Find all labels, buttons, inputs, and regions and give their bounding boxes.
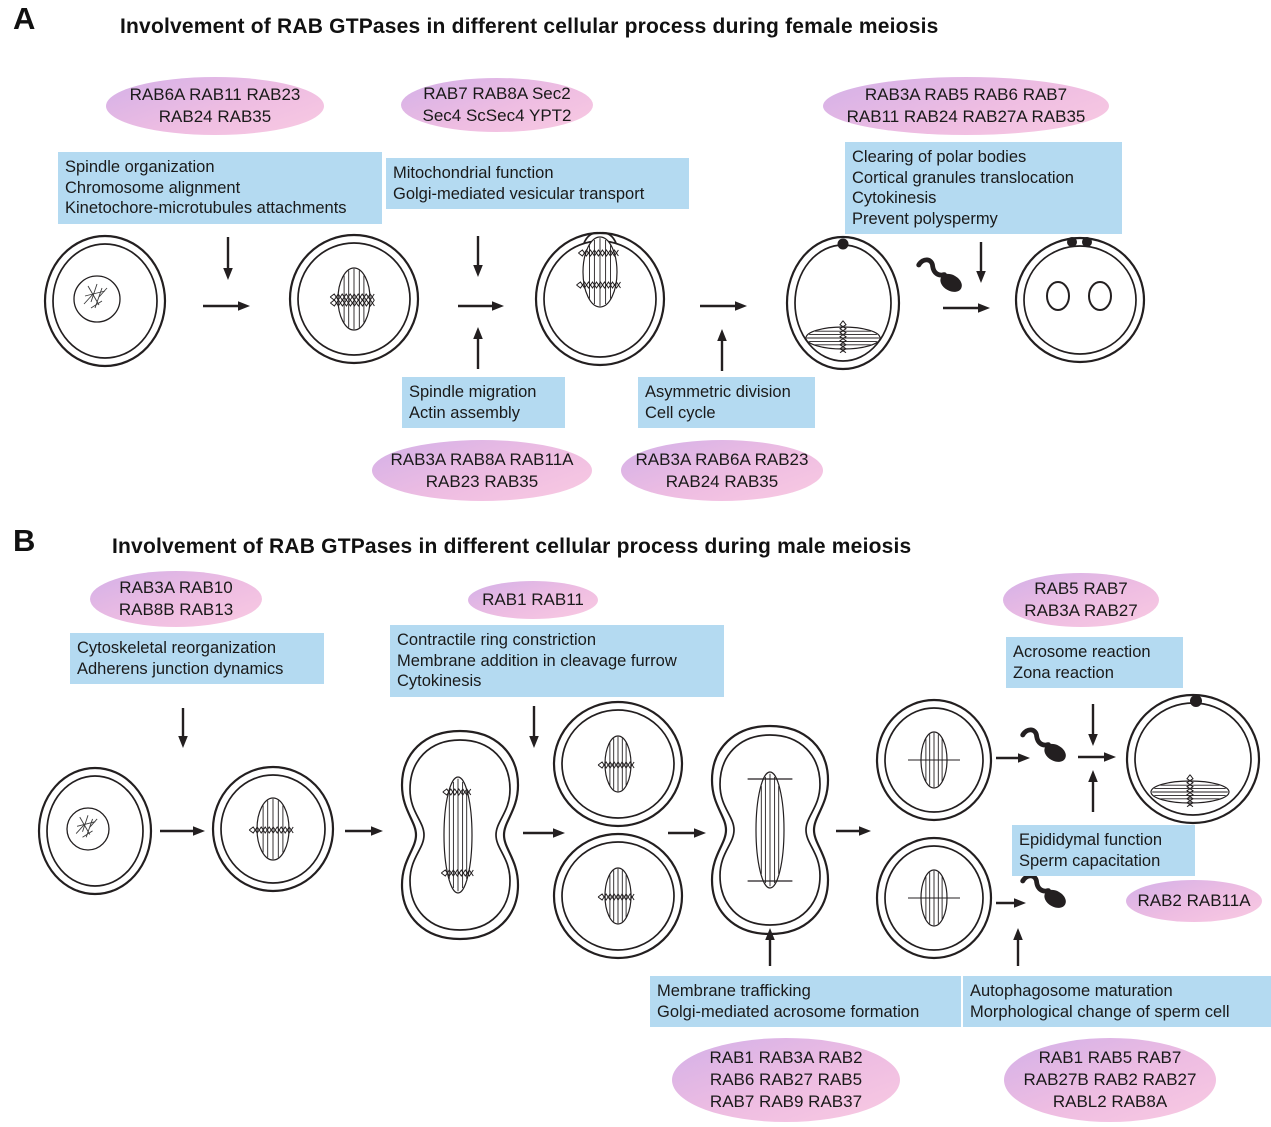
polar-body-icon	[1082, 237, 1092, 247]
spermatid-cell-top	[877, 700, 991, 820]
secondary-spermatocyte-cell-bottom	[554, 834, 682, 958]
flow-arrow	[836, 826, 871, 836]
sperm-icon	[915, 259, 968, 297]
sperm-icon	[1019, 729, 1072, 767]
rab-group-contractile-ring: RAB1 RAB11	[468, 581, 598, 619]
panel-b-title: Involvement of RAB GTPases in different cellular process during male meiosis	[112, 535, 912, 558]
spindle-icon	[441, 777, 473, 893]
pronucleus-icon	[1089, 282, 1111, 310]
process-box-polar-bodies: Clearing of polar bodies Cortical granules translocation Cytokinesis Prevent polyspermy	[845, 142, 1122, 234]
flow-arrow	[700, 301, 747, 311]
spermatid-cell-bottom	[877, 838, 991, 958]
secondary-spermatocyte-cell-top	[554, 702, 682, 826]
flow-arrow	[996, 753, 1030, 763]
panel-b-label: B	[13, 523, 36, 558]
process-box-epididymal: Epididymal function Sperm capacitation	[1012, 825, 1195, 876]
process-box-cytoskeletal: Cytoskeletal reorganization Adherens junction dynamics	[70, 633, 324, 684]
rab-group-spindle-organization: RAB6A RAB11 RAB23 RAB24 RAB35	[106, 77, 324, 135]
fertilized-oocyte-cell	[1127, 695, 1259, 823]
rab-group-polar-bodies: RAB3A RAB5 RAB6 RAB7 RAB11 RAB24 RAB27A RAB35	[823, 77, 1109, 135]
nucleus-icon	[74, 276, 120, 322]
polar-body-icon	[1067, 237, 1077, 247]
flow-arrow	[1088, 770, 1098, 812]
rab-group-epididymal: RAB2 RAB11A	[1126, 880, 1262, 922]
flow-arrow	[523, 828, 565, 838]
flow-arrow	[943, 303, 990, 313]
rab-group-cytoskeletal: RAB3A RAB10 RAB8B RAB13	[90, 571, 262, 627]
process-box-membrane-trafficking: Membrane trafficking Golgi-mediated acrosome formation	[650, 976, 961, 1027]
metaphase-spermatocyte-cell	[213, 767, 333, 891]
metaphase-ii-egg-cell	[787, 237, 899, 369]
flow-arrow	[458, 301, 504, 311]
process-box-mitochondrial-function: Mitochondrial function Golgi-mediated vesicular transport	[386, 158, 689, 209]
process-box-contractile-ring: Contractile ring constriction Membrane addition in cleavage furrow Cytokinesis	[390, 625, 724, 697]
flow-arrow	[178, 708, 188, 748]
sperm-icon	[1019, 875, 1072, 913]
metaphase-i-oocyte-cell	[290, 235, 418, 363]
flow-arrow	[1088, 704, 1098, 746]
fertilized-egg-cell	[1016, 237, 1144, 362]
flow-arrow	[1013, 928, 1023, 966]
flow-arrow	[345, 826, 383, 836]
dividing-spermatocyte-cell	[402, 731, 518, 939]
flow-arrow	[203, 301, 250, 311]
pronucleus-icon	[1047, 282, 1069, 310]
spindle-migrated-oocyte-cell	[536, 233, 664, 365]
rab-group-mitochondrial-function: RAB7 RAB8A Sec2 Sec4 ScSec4 YPT2	[401, 78, 593, 132]
dividing-secondary-spermatocyte-cell	[712, 726, 828, 934]
spermatocyte-cell	[39, 768, 151, 894]
process-box-asymmetric-division: Asymmetric division Cell cycle	[638, 377, 815, 428]
polar-body-icon	[1190, 695, 1202, 707]
flow-arrow	[996, 898, 1026, 908]
nucleus-icon	[67, 808, 109, 850]
rab-group-acrosome-reaction: RAB5 RAB7 RAB3A RAB27	[1003, 573, 1159, 627]
flow-arrow	[1078, 752, 1116, 762]
panel-a-label: A	[13, 1, 36, 36]
process-box-autophagosome: Autophagosome maturation Morphological change of sperm cell	[963, 976, 1271, 1027]
polar-body-icon	[838, 239, 849, 250]
panel-a-title: Involvement of RAB GTPases in different cellular process during female meiosis	[120, 15, 939, 38]
flow-arrow	[529, 706, 539, 748]
flow-arrow	[223, 237, 233, 280]
process-box-spindle-organization: Spindle organization Chromosome alignment Kinetochore-microtubules attachments	[58, 152, 382, 224]
flow-arrow	[976, 242, 986, 283]
flow-arrow	[473, 327, 483, 369]
flow-arrow	[160, 826, 205, 836]
rab-group-spindle-migration: RAB3A RAB8A RAB11A RAB23 RAB35	[372, 440, 592, 501]
rab-group-autophagosome: RAB1 RAB5 RAB7 RAB27B RAB2 RAB27 RABL2 RAB8A	[1004, 1038, 1216, 1122]
flow-arrow	[717, 329, 727, 371]
rab-group-asymmetric-division: RAB3A RAB6A RAB23 RAB24 RAB35	[621, 440, 823, 501]
process-box-spindle-migration: Spindle migration Actin assembly	[402, 377, 565, 428]
process-box-acrosome-reaction: Acrosome reaction Zona reaction	[1006, 637, 1183, 688]
germinal-vesicle-oocyte-cell	[45, 236, 165, 366]
rab-group-membrane-trafficking: RAB1 RAB3A RAB2 RAB6 RAB27 RAB5 RAB7 RAB9 RAB37	[672, 1038, 900, 1122]
flow-arrow	[473, 236, 483, 277]
flow-arrow	[668, 828, 706, 838]
